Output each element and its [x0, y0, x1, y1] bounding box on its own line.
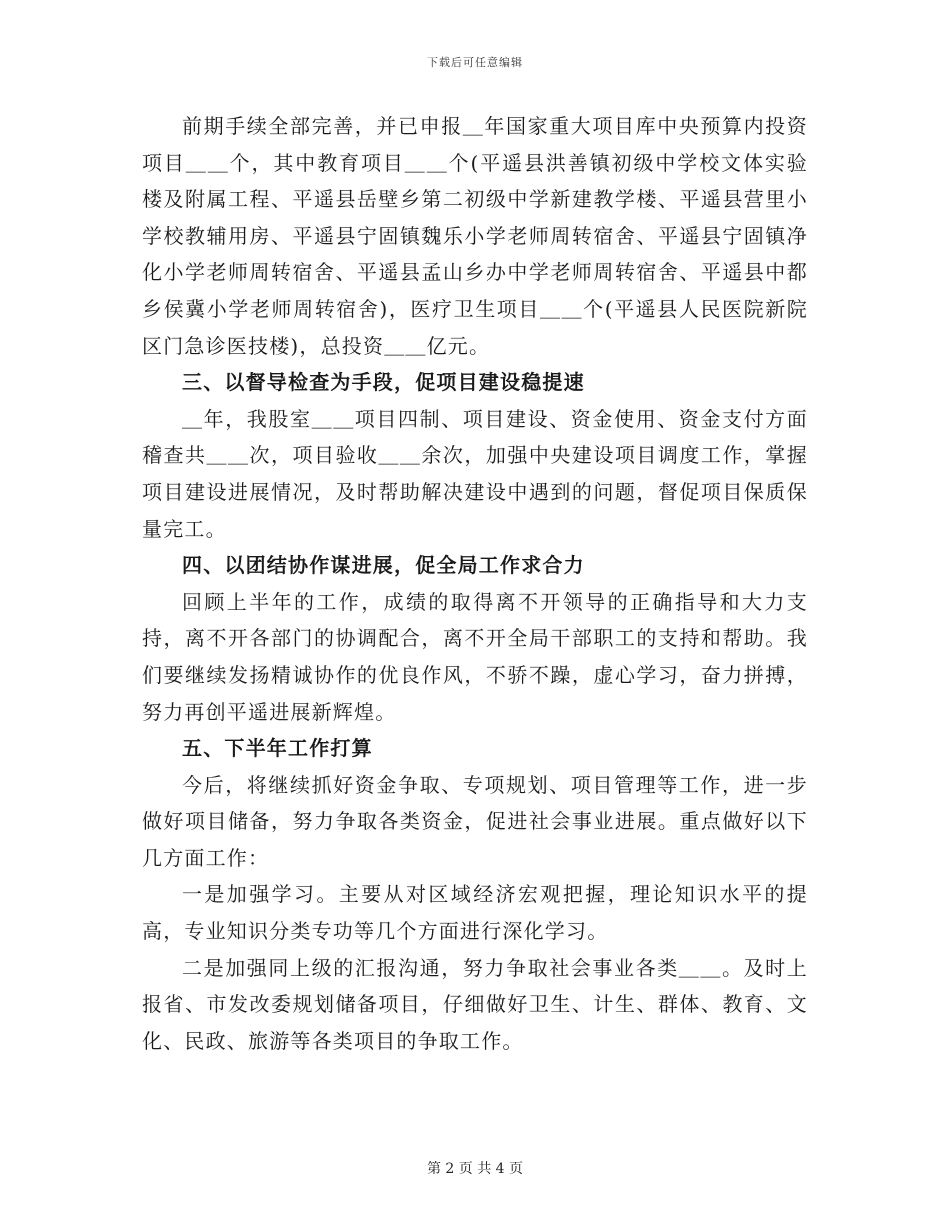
paragraph-review: 回顾上半年的工作，成绩的取得离不开领导的正确指导和大力支持，离不开各部门的协调配合，离不开全局干部职工的支持和帮助。我们要继续发扬精诚协作的优良作风，不骄不躁，虚心学习，奋力拼搏，努力再创平遥进展新辉煌。 [142, 589, 808, 724]
document-body [142, 108, 808, 1059]
paragraph-plan-2: 二是加强同上级的汇报沟通，努力争取社会事业各类＿＿。及时上报省、市发改委规划储备项目，仔细做好卫生、计生、群体、教育、文化、民政、旅游等各类项目的争取工作。 [142, 955, 808, 1053]
paragraph-inspection: ＿年，我股室＿＿项目四制、项目建设、资金使用、资金支付方面稽查共＿＿次，项目验收＿＿余次，加强中央建设项目调度工作，掌握项目建设进展情况，及时帮助解决建设中遇到的问题，督促项目保质保量完工。 [142, 406, 808, 541]
section-heading-5: 五、下半年工作打算 [182, 736, 373, 761]
paragraph-plan-1: 一是加强学习。主要从对区域经济宏观把握，理论知识水平的提高，专业知识分类专功等几个方面进行深化学习。 [142, 882, 808, 944]
section-heading-4: 四、以团结协作谋进展，促全局工作求合力 [182, 553, 585, 578]
page-header: 下载后可任意编辑 [427, 56, 523, 69]
section-heading-3: 三、以督导检查为手段，促项目建设稳提速 [182, 370, 585, 395]
paragraph-plan-intro: 今后，将继续抓好资金争取、专项规划、项目管理等工作，进一步做好项目储备，努力争取各类资金，促进社会事业进展。重点做好以下几方面工作： [142, 772, 808, 870]
page-number: 第 2 页 共 4 页 [426, 1161, 524, 1177]
paragraph-project-declaration: 前期手续全部完善，并已申报＿年国家重大项目库中央预算内投资项目＿＿个，其中教育项目＿＿个(平遥县洪善镇初级中学校文体实验楼及附属工程、平遥县岳壁乡第二初级中学新建教学楼、平遥县营里小学校教辅用房、平遥县宁固镇魏乐小学老师周转宿舍、平遥县宁固镇净化小学老师周转宿舍、平遥县孟山乡办中学老师周转宿舍、平遥县中都乡侯冀小学老师周转宿舍)，医疗卫生项目＿＿个(平遥县人民医院新院区门急诊医技楼)，总投资＿＿亿元。 [142, 114, 808, 358]
